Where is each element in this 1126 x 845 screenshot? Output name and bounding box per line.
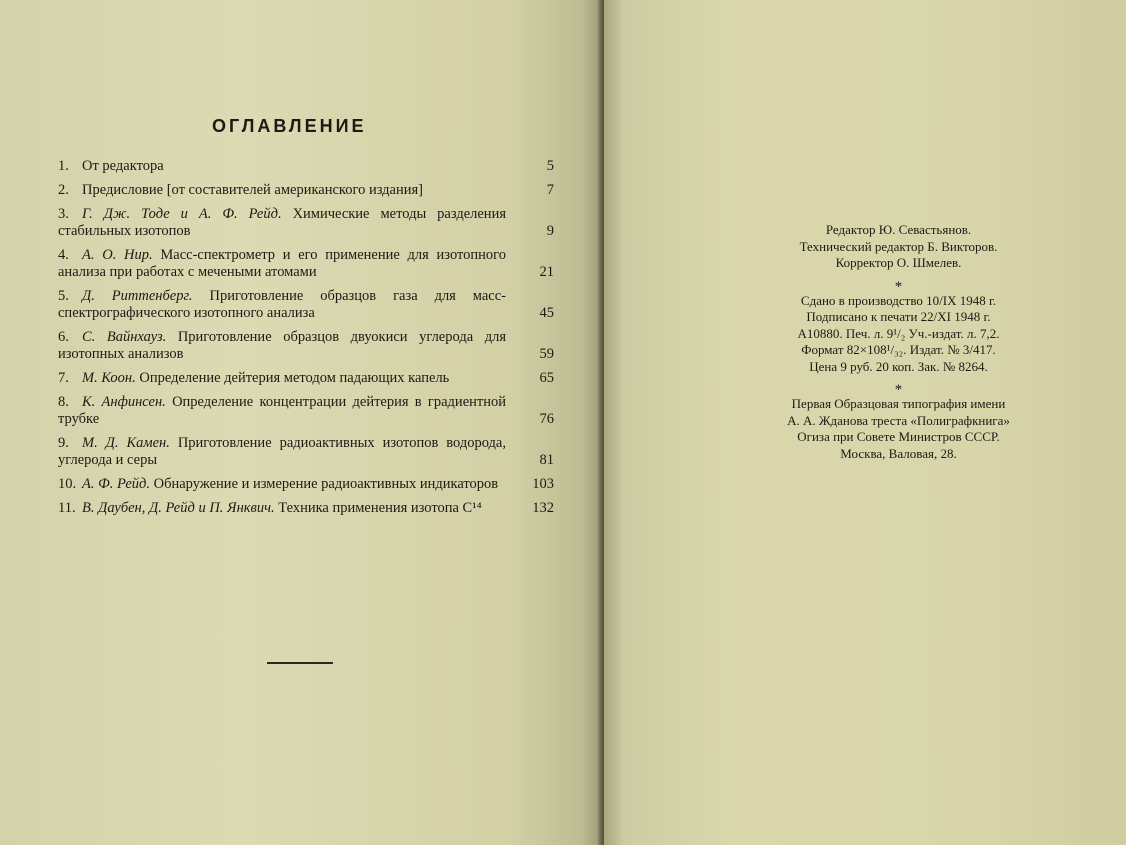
toc-entry [58, 247, 554, 281]
toc-entry-title: От редактора [82, 158, 164, 174]
toc-entry [58, 500, 554, 517]
toc-entry-number: 7. [58, 370, 69, 386]
toc-entry-number: 6. [58, 329, 69, 345]
editor-line: Редактор Ю. Севастьянов. [825, 222, 972, 237]
toc-entry-title: Приготовление образцов газа для масс-спектрографического изотопного анализа [58, 288, 507, 321]
toc-entry-author: Г. Дж. Тоде и А. Ф. Рейд. [82, 206, 282, 222]
toc-entry-page: 9 [546, 223, 554, 239]
toc-entry-author: М. Д. Камен. [82, 435, 170, 451]
toc-entry-author: Д. Риттенберг. [82, 288, 193, 304]
toc-entry-author: В. Даубен, Д. Рейд и П. Янквич. [82, 500, 275, 516]
page-title: ОГЛАВЛЕНИЕ [212, 116, 367, 136]
toc-entry-page: 45 [539, 305, 554, 321]
toc-entry-page: 132 [532, 500, 554, 516]
toc-entry-author: А. Ф. Рейд. [82, 476, 150, 492]
printer-line: Огиза при Совете Министров СССР. [797, 429, 1000, 444]
toc-entry-author: А. О. Нир. [82, 247, 153, 263]
printer-address: Москва, Валовая, 28. [840, 445, 957, 461]
toc-entry [58, 329, 554, 363]
print-specs: А10880. Печ. л. 9¹/₂ Уч.-издат. л. 7,2. [797, 325, 1000, 341]
toc-entry-page: 81 [539, 452, 554, 468]
toc-entry-number: 11. [58, 500, 76, 516]
toc-entry-page: 59 [539, 346, 554, 362]
toc-entry-title: Приготовление радиоактивных изотопов водорода, углерода и серы [58, 435, 506, 468]
toc-entry-page: 76 [539, 411, 554, 427]
toc-entry-title: Определение дейтерия методом падающих капель [139, 370, 450, 386]
table-of-contents [58, 158, 554, 524]
toc-entry [58, 435, 554, 469]
toc-entry [58, 288, 554, 322]
toc-entry-title: Определение концентрации дейтерия в градиентной трубке [58, 394, 506, 427]
signed-date: Подписано к печати 22/XI 1948 г. [806, 309, 991, 324]
toc-entry-page: 21 [539, 264, 554, 280]
toc-entry-author: К. Анфинсен. [82, 394, 166, 410]
separator-star: * [894, 382, 903, 398]
corrector-line: Корректор О. Шмелев. [835, 255, 962, 270]
toc-entry-title: Химические методы разделения стабильных изотопов [58, 206, 506, 239]
toc-entry-page: 103 [532, 476, 554, 492]
price-line: Цена 9 руб. 20 коп. Зак. № 8264. [809, 358, 988, 374]
toc-entry [58, 476, 554, 493]
toc-entry-number: 4. [58, 247, 69, 263]
toc-entry-page: 65 [539, 370, 554, 386]
toc-entry-title: Приготовление образцов двуокиси углерода для изотопных анализов [58, 329, 506, 362]
divider-rule [267, 662, 333, 664]
toc-entry [58, 394, 554, 428]
toc-entry-number: 10. [58, 476, 77, 492]
toc-entry [58, 182, 554, 199]
toc-entry [58, 370, 554, 387]
format-line: Формат 82×108¹/₃₂. Издат. № 3/417. [801, 342, 996, 357]
toc-entry-author: С. Вайнхауз. [82, 329, 167, 345]
separator-star: * [894, 278, 903, 295]
imprint-block [726, 222, 1071, 462]
toc-entry-title: Предисловие [от составителей американского издания] [82, 182, 423, 198]
toc-entry [58, 206, 554, 240]
toc-entry-number: 5. [58, 288, 69, 304]
production-date: Сдано в производство 10/IX 1948 г. [800, 292, 997, 308]
toc-entry-number: 9. [58, 435, 69, 451]
toc-entry-number: 2. [58, 182, 69, 198]
toc-entry-page: 7 [546, 182, 554, 198]
toc-entry-number: 1. [58, 158, 69, 174]
printer-line: Первая Образцовая типография имени [791, 396, 1006, 411]
toc-entry-number: 8. [58, 394, 69, 410]
toc-entry-title: Обнаружение и измерение радиоактивных индикаторов [153, 476, 499, 492]
toc-entry-title: Масс-спектрометр и его применение для изотопного анализа при работах с мечеными атомами [58, 247, 506, 280]
toc-entry [58, 158, 554, 175]
printer-line: А. А. Жданова треста «Полиграфкнига» [787, 412, 1010, 428]
tech-editor-line: Технический редактор Б. Викторов. [799, 238, 998, 254]
toc-entry-title: Техника применения изотопа C¹⁴ [278, 500, 482, 516]
toc-entry-page: 5 [546, 158, 554, 174]
toc-entry-author: М. Коон. [82, 370, 136, 386]
toc-entry-number: 3. [58, 206, 69, 222]
